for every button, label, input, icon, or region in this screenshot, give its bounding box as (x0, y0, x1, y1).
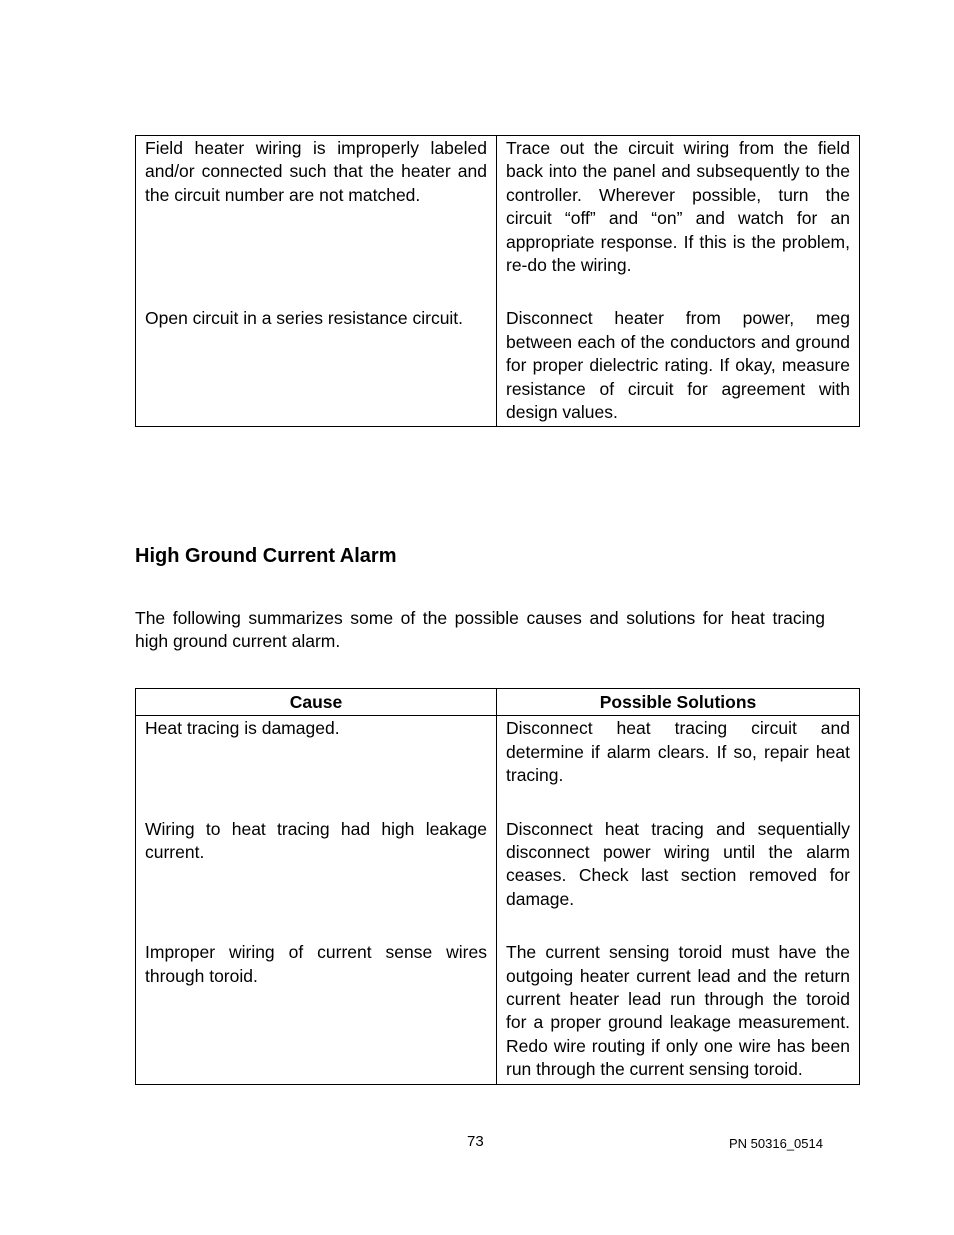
column-header-solutions: Possible Solutions (497, 689, 860, 716)
cause-cell: Wiring to heat tracing had high leakage current. (136, 788, 497, 912)
cause-cell: Open circuit in a series resistance circuit. (136, 277, 497, 427)
table-row (136, 277, 860, 427)
table-row (136, 788, 860, 912)
column-header-cause: Cause (136, 689, 497, 716)
solution-cell: Disconnect heat tracing and sequentially disconnect power wiring until the alarm ceases. Check last section removed for damage. (497, 788, 860, 912)
cause-cell: Improper wiring of current sense wires through toroid. (136, 911, 497, 1084)
solution-cell: The current sensing toroid must have the outgoing heater current lead and the return current heater lead run through the toroid for a proper ground leakage measurement. Redo wire routing if only one wire has been run through the current sensing toroid. (497, 911, 860, 1084)
solution-cell: Disconnect heater from power, meg between each of the conductors and ground for proper dielectric rating. If okay, measure resistance of circuit for agreement with design values. (497, 277, 860, 427)
table-header-row (136, 689, 860, 716)
table-row (136, 136, 860, 278)
ground-current-alarm-table (135, 688, 860, 1085)
page-number: 73 (467, 1133, 484, 1150)
cause-cell: Field heater wiring is improperly labeled and/or connected such that the heater and the circuit number are not matched. (136, 136, 497, 278)
solution-cell: Disconnect heat tracing circuit and determine if alarm clears. If so, repair heat tracing. (497, 716, 860, 788)
table-row (136, 716, 860, 788)
continued-troubleshooting-table (135, 135, 860, 427)
cause-cell: Heat tracing is damaged. (136, 716, 497, 788)
table-row (136, 911, 860, 1084)
section-heading: High Ground Current Alarm (135, 545, 397, 567)
part-number: PN 50316_0514 (729, 1136, 823, 1151)
intro-paragraph: The following summarizes some of the possible causes and solutions for heat tracing high ground current alarm. (135, 608, 825, 652)
solution-cell: Trace out the circuit wiring from the field back into the panel and subsequently to the controller. Wherever possible, turn the circuit “off” and “on” and watch for an appropriate response. If this is the problem, re-do the wiring. (497, 136, 860, 278)
